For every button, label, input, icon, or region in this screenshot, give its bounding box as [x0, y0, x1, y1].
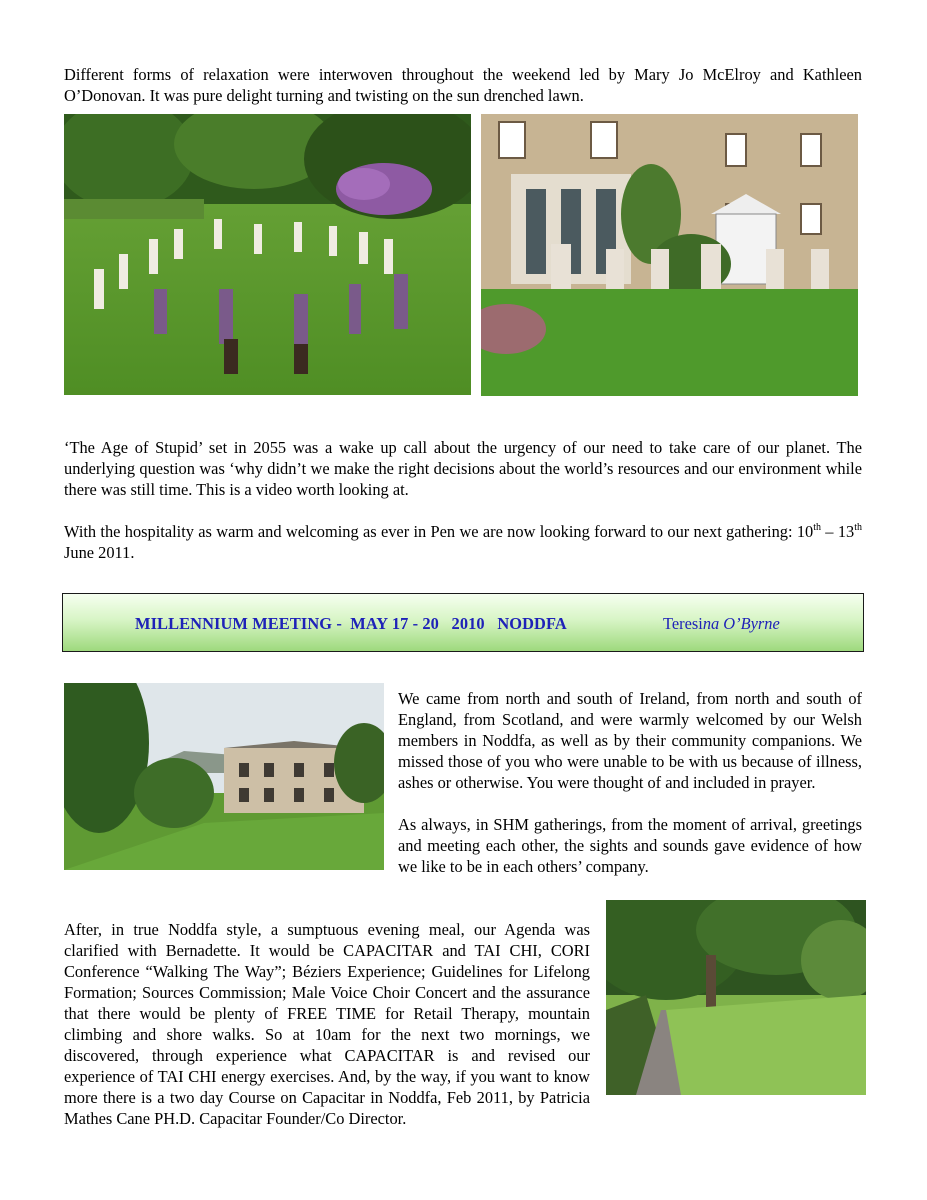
house-seated-photo: [481, 114, 858, 396]
millennium-agenda-block: [64, 919, 862, 1129]
intro-paragraph: Different forms of relaxation were interwoven throughout the weekend led by Mary Jo McElroy and Kathleen O’Donovan. It was pure delight turning and twisting on the sun drenched lawn.: [64, 65, 862, 105]
millennium-paragraph-1: We came from north and south of Ireland, from north and south of England, from Scotland, and were warmly welcomed by our Welsh members in Noddfa, as well as by their community companions. We missed those of you who were unable to be with us because of illness, ashes or otherwise. You were thought of and included in prayer.: [398, 689, 862, 792]
banner-title: MILLENNIUM MEETING - MAY 17 - 20 2010 NODDFA: [135, 614, 567, 633]
lawn-circle-photo: [64, 114, 471, 395]
banner-author: Teresina O’Byrne: [663, 614, 780, 633]
next-gathering-paragraph: With the hospitality as warm and welcoming as ever in Pen we are now looking forward to our next gathering: 10th – 13th June 2011.: [64, 521, 862, 562]
age-of-stupid-paragraph: ‘The Age of Stupid’ set in 2055 was a wake up call about the urgency of our need to take care of our planet. The underlying question was ‘why didn’t we make the right decisions about the world’s resources and our environment while there was still time. This is a video worth looking at.: [64, 438, 862, 499]
millennium-paragraph-2: As always, in SHM gatherings, from the moment of arrival, greetings and meeting each other, the sights and sounds gave evidence of how we like to be in each others’ company.: [398, 815, 862, 876]
section-banner: [62, 593, 864, 652]
millennium-intro-block: [64, 688, 862, 888]
millennium-paragraph-3: After, in true Noddfa style, a sumptuous evening meal, our Agenda was clarified with Bernadette. It would be CAPACITAR and TAI CHI, CORI Conference “Walking The Way”; Béziers Experience; Guidelines for Lifelong Formation; Sources Commission; Male Voice Choir Concert and the assurance that there would be plenty of FREE TIME for Retail Therapy, mountain climbing and shore walks. So at 10am for the next two mornings, we discovered, through experience what CAPACITAR is and revised our experience of TAI CHI energy exercises. And, by the way, if you want to know more there is a two day Course on Capacitar in Noddfa, Feb 2011, by Patricia Mathes Cane PH.D. Capacitar Founder/Co Director.: [64, 920, 590, 1128]
